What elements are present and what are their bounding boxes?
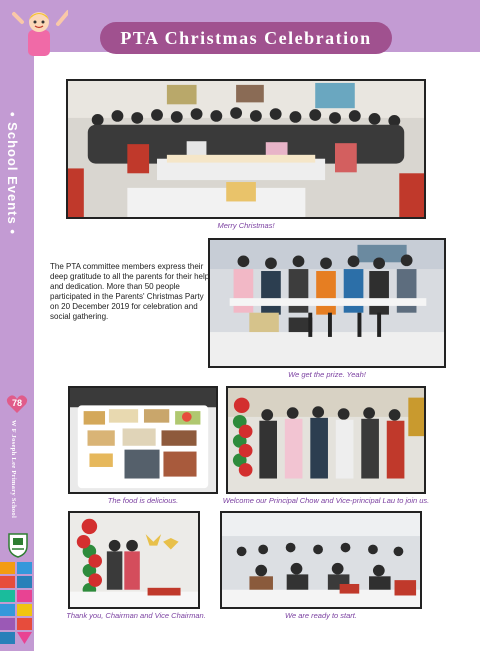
mascot-illustration	[12, 8, 68, 58]
school-crest-icon	[7, 532, 29, 558]
article-body: The PTA committee members express their deep gratitude to all the parents for their help and dedication. More than 50 people participated in the Parents' Christmas Party on 20 December 2019 for celebration and social gathering.	[50, 262, 210, 321]
school-name-text: W F Joseph Lee Primary School	[10, 420, 17, 519]
page-title: PTA Christmas Celebration	[120, 27, 372, 48]
photo-ready-to-start	[220, 511, 422, 609]
page-number: 78	[11, 398, 22, 408]
photo-welcome-principal	[226, 386, 426, 494]
photo-chairman	[68, 511, 200, 609]
caption-2: We get the prize. Yeah!	[288, 370, 366, 379]
caption-4: Welcome our Principal Chow and Vice-principal Lau to join us.	[222, 496, 430, 505]
caption-6: We are ready to start.	[285, 611, 357, 620]
section-label	[5, 112, 29, 252]
photo-get-prize	[208, 238, 446, 368]
section-label-text: • School Events •	[5, 112, 20, 235]
school-name	[10, 420, 24, 520]
title-banner	[100, 22, 392, 54]
photo-food	[68, 386, 218, 494]
caption-3: The food is delicious.	[107, 496, 179, 505]
decorative-tiles	[0, 562, 34, 651]
photo-group-merry-christmas	[66, 79, 426, 219]
caption-5: Thank you, Chairman and Vice Chairman.	[66, 611, 206, 620]
caption-1: Merry Christmas!	[217, 221, 275, 230]
